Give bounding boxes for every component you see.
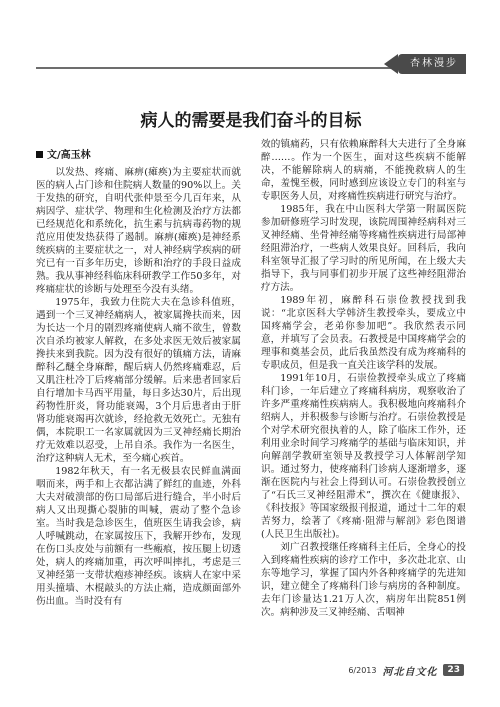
paragraph: 1989年初，麻醉科石崇俭教授找到我说：“北京医科大学韩济生教授牵头，要成立中国疼痛学会，老弟你参加吧”。我欣然表示同意，并填写了会员表。石教授是中国疼痛学会的理事和奠基会员，此后我虽然没有成为疼痛科的专职成员，但是我一直关注该学科的发展。 — [261, 295, 466, 371]
article-title: 病人的需要是我们奋斗的目标 — [140, 111, 362, 131]
paragraph: 1985年，我在中山医科大学第一附属医院参加研修班学习时发现，该院周围神经病科对三叉神经痛、坐骨神经痛等疼痛性疾病进行局部神经阻滞治疗，一些病人效果良好。回科后，我向科室领导汇报了学习时的所见所闻，在上级大夫指导下，我与同事们初步开展了这些神经阻滞治疗方法。 — [261, 204, 466, 293]
issue-number: 6/2013 — [348, 665, 377, 675]
left-column — [36, 149, 241, 608]
paragraph: 1975年，我致力住院大夫在急诊科值班，遇到一个三叉神经痛病人，被家属搀扶而来，因为长达一个月的剧烈疼痛使病人痛不欲生，曾数次自杀均被家人解救，在多处求医无效后被家属搀扶来到我院。因为没有很好的镇痛方法，请麻醉科乙醚全身麻醉，醒后病人仍然疼痛难忍，后又肌注杜冷丁后疼痛部分缓解。后来患者回家后自行增加卡马西平用量，每日多达30片，后出现药物性肝炎，肾功能衰竭，3个月后患者由于肝肾功能衰竭再次就诊，经抢救无效死亡。无独有偶，本院职工一名家属就因为三叉神经痛长期治疗无效难以忍受，上吊自杀。我作为一名医生，治疗这种病人无术，至今痛心疾首。 — [36, 297, 241, 464]
section-tag: 杏林漫步 — [398, 54, 466, 74]
page-footer — [348, 663, 464, 677]
author-line — [36, 149, 241, 162]
right-column — [261, 138, 466, 619]
paragraph: 1991年10月，石崇俭教授牵头成立了疼痛科门诊，一年后建立了疼痛科病房，观察收治了许多严重疼痛性疾病病人。我积极地向疼痛科介绍病人，并积极参与诊断与治疗。石崇俭教授是个对学术研究很执着的人，除了临床工作外，还利用业余时间学习疼痛学的基础与临床知识，并向解剖学教研室领导及教授学习人体解剖学知识。通过努力，使疼痛科门诊病人逐渐增多，逐渐在医院内与社会上得到认可。石崇俭教授创立了“石氏三叉神经阻滞术”，撰次在《健康报》、《科技报》等国家级报刊报道，通过十二年的艰苦努力，绘著了《疼痛·阻滞与解剖》彩色图谱(人民卫生出版社)。 — [261, 373, 466, 540]
paragraph: 效的镇痛药，只有依赖麻醉科大夫进行了全身麻醉……。作为一个医生，面对这些疾病不能解决，不能解除病人的病痛，不能挽救病人的生命，羞愧至极，同时感到应该设立专门的科室与专职医务人员，对疼痛性疾病进行研究与治疗。 — [261, 139, 466, 202]
page-header — [36, 54, 466, 74]
magazine-name: 河北自文化 — [382, 666, 438, 678]
paragraph: 刘广召教授继任疼痛科主任后，全身心的投入到疼痛性疾病的诊疗工作中，多次赴北京、山东等地学习，掌握了国内外各种疼痛学的先进知识，建立健全了疼痛科门诊与病房的各种制度。去年门诊量达1.21万人次，病房年出院851例次。病种涉及三叉神经痛、舌咽神 — [261, 542, 466, 618]
paragraph: 以发热、疼痛、麻痹(瘫痪)为主要症状而就医的病人占门诊和住院病人数量的90%以上。关于发热的研究，自明代张仲景至今几百年来，从病因学、症状学、物理和生化检测及治疗方法都已经规范化和系统化，抗生素与抗病毒药物的规范应用使发热获得了遏制。麻痹(瘫痪)是神经系统疾病的主要症状之一，对人神经病学疾病的研究已有一百多年历史，诊断和治疗的手段日益成熟。我从事神经科临床科研教学工作50多年，对疼痛症状的诊断与处理至今没有头绪。 — [36, 167, 241, 295]
paragraph: 1982年秋天，有一名无极县农民鲜血满面咽而来，两手和上衣都沾满了鲜红的血迹，外科大夫对破溃部的伤口局部后进行缝合，半小时后病人又出现撕心裂肺的叫喊，震动了整个急诊室。当时我是急诊医生，值班医生请我会诊，病人呼喊跳动，在家属按压下，我解开纱布，发现在伤口头皮处与前额有一些瘢痕，按压腿上切透处，病人的疼痛加重，再次呼叫摔扎，考虑是三叉神经第一支带状疱疹神经疾。该病人在家中采用头撞墙、木棍敲头的方法止痛，造成颜面部外伤出血。当时没有有 — [36, 466, 241, 607]
square-bullet-icon — [36, 151, 43, 158]
author-name: 文/高玉林 — [47, 150, 91, 161]
page-number: 23 — [443, 664, 464, 676]
